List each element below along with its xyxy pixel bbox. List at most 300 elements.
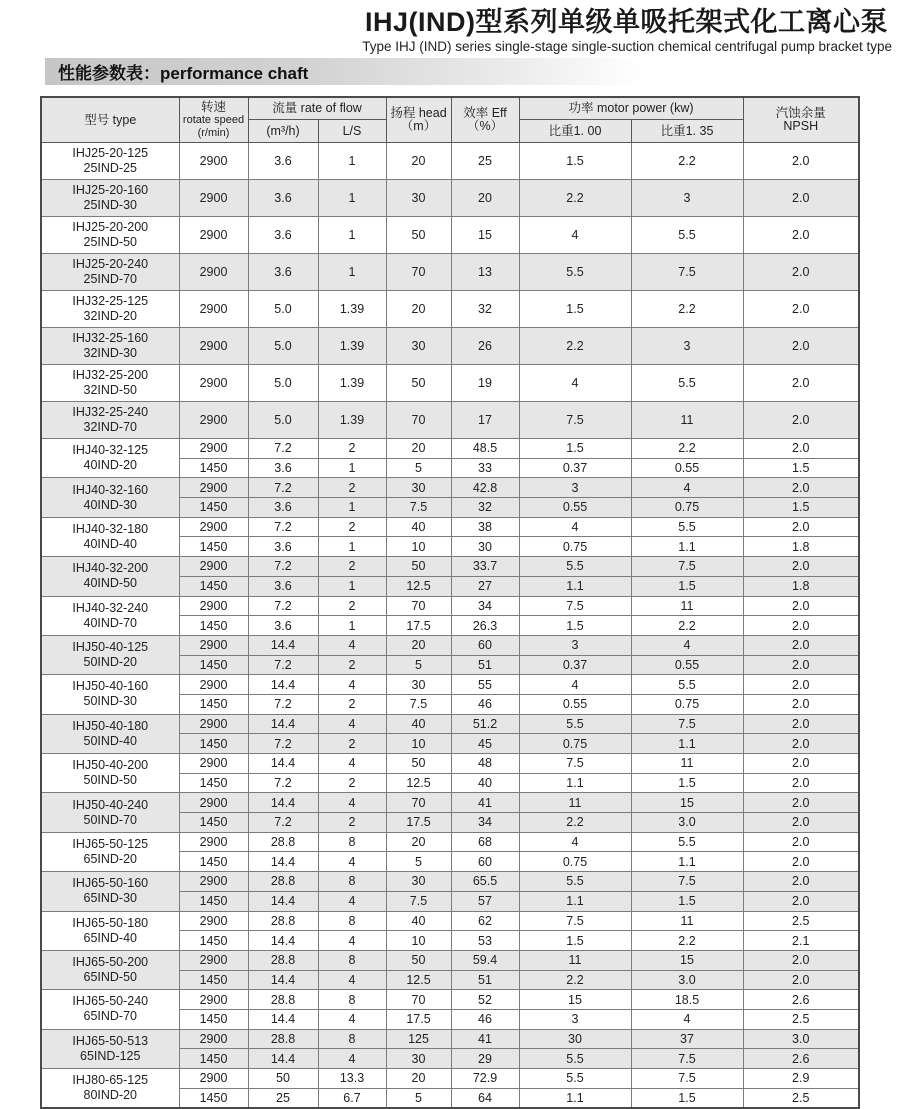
model-cell xyxy=(41,517,179,556)
cell-eff: 25 xyxy=(451,143,519,180)
cell-power-sg100: 2.2 xyxy=(519,813,631,833)
model-name: IHJ80-65-125 xyxy=(72,1073,149,1088)
cell-flow-ls: 2 xyxy=(318,694,386,714)
cell-head: 12.5 xyxy=(386,773,451,793)
cell-eff: 38 xyxy=(451,517,519,537)
col-header-flow: 流量 rate of flow xyxy=(248,97,386,120)
cell-flow-ls: 4 xyxy=(318,635,386,655)
cell-eff: 33 xyxy=(451,458,519,478)
cell-power-sg100: 0.75 xyxy=(519,852,631,872)
model-alt-name: 65IND-40 xyxy=(83,930,137,945)
cell-npsh: 2.5 xyxy=(743,1009,859,1029)
cell-flow-m3h: 50 xyxy=(248,1069,318,1089)
cell-power-sg135: 11 xyxy=(631,402,743,439)
cell-speed: 1450 xyxy=(179,1049,248,1069)
cell-npsh: 2.5 xyxy=(743,911,859,931)
model-alt-name: 50IND-50 xyxy=(83,773,137,788)
cell-head: 50 xyxy=(386,557,451,577)
cell-flow-ls: 4 xyxy=(318,931,386,951)
cell-power-sg135: 11 xyxy=(631,911,743,931)
model-alt-name: 50IND-40 xyxy=(83,733,137,748)
cell-speed: 1450 xyxy=(179,537,248,557)
cell-head: 20 xyxy=(386,291,451,328)
cell-power-sg135: 5.5 xyxy=(631,217,743,254)
cell-flow-m3h: 5.0 xyxy=(248,328,318,365)
cell-eff: 64 xyxy=(451,1088,519,1108)
cell-flow-ls: 4 xyxy=(318,714,386,734)
cell-flow-m3h: 3.6 xyxy=(248,537,318,557)
cell-power-sg135: 11 xyxy=(631,754,743,774)
cell-power-sg100: 0.55 xyxy=(519,498,631,518)
cell-npsh: 2.0 xyxy=(743,478,859,498)
cell-head: 10 xyxy=(386,931,451,951)
page-subtitle: Type IHJ (IND) series single-stage single-suction chemical centrifugal pump bracket type xyxy=(362,39,892,54)
model-name: IHJ25-20-240 xyxy=(72,257,149,271)
table-row xyxy=(41,328,859,365)
cell-npsh: 1.8 xyxy=(743,537,859,557)
cell-eff: 72.9 xyxy=(451,1069,519,1089)
model-alt-name: 32IND-70 xyxy=(83,420,137,434)
model-name: IHJ50-40-200 xyxy=(72,758,149,773)
cell-power-sg135: 2.2 xyxy=(631,931,743,951)
cell-power-sg100: 1.5 xyxy=(519,439,631,459)
table-row xyxy=(41,754,859,774)
model-alt-name: 25IND-70 xyxy=(83,272,137,286)
cell-eff: 34 xyxy=(451,596,519,616)
cell-power-sg135: 0.75 xyxy=(631,694,743,714)
cell-eff: 34 xyxy=(451,813,519,833)
col-header-power: 功率 motor power (kw) xyxy=(519,97,743,120)
cell-speed: 1450 xyxy=(179,498,248,518)
cell-flow-ls: 1 xyxy=(318,180,386,217)
col-header-eff-unit: （%） xyxy=(466,119,504,133)
cell-speed: 2900 xyxy=(179,596,248,616)
cell-power-sg135: 0.75 xyxy=(631,498,743,518)
cell-speed: 2900 xyxy=(179,793,248,813)
col-header-power-sg135: 比重1. 35 xyxy=(631,120,743,143)
cell-power-sg135: 3.0 xyxy=(631,813,743,833)
model-cell xyxy=(41,793,179,832)
cell-flow-ls: 2 xyxy=(318,813,386,833)
cell-power-sg135: 1.1 xyxy=(631,537,743,557)
cell-power-sg100: 7.5 xyxy=(519,754,631,774)
model-alt-name: 50IND-30 xyxy=(83,694,137,709)
cell-speed: 2900 xyxy=(179,217,248,254)
cell-head: 12.5 xyxy=(386,576,451,596)
cell-flow-m3h: 28.8 xyxy=(248,990,318,1010)
col-header-type: 型号 type xyxy=(41,97,179,143)
model-alt-name: 32IND-50 xyxy=(83,383,137,397)
model-alt-name: 65IND-30 xyxy=(83,891,137,906)
cell-power-sg100: 1.1 xyxy=(519,891,631,911)
cell-power-sg100: 15 xyxy=(519,990,631,1010)
model-name: IHJ32-25-240 xyxy=(72,405,149,419)
cell-eff: 29 xyxy=(451,1049,519,1069)
cell-power-sg135: 7.5 xyxy=(631,1049,743,1069)
cell-eff: 45 xyxy=(451,734,519,754)
model-alt-name: 65IND-70 xyxy=(83,1009,137,1024)
cell-eff: 60 xyxy=(451,635,519,655)
cell-flow-ls: 2 xyxy=(318,439,386,459)
cell-head: 125 xyxy=(386,1029,451,1049)
cell-npsh: 2.0 xyxy=(743,254,859,291)
cell-speed: 1450 xyxy=(179,931,248,951)
cell-speed: 1450 xyxy=(179,734,248,754)
cell-flow-ls: 4 xyxy=(318,891,386,911)
cell-eff: 68 xyxy=(451,832,519,852)
cell-power-sg100: 5.5 xyxy=(519,872,631,892)
cell-power-sg135: 5.5 xyxy=(631,365,743,402)
cell-power-sg100: 2.2 xyxy=(519,180,631,217)
cell-eff: 59.4 xyxy=(451,950,519,970)
model-name: IHJ25-20-125 xyxy=(72,146,149,160)
cell-power-sg100: 0.37 xyxy=(519,655,631,675)
cell-flow-m3h: 5.0 xyxy=(248,291,318,328)
table-row xyxy=(41,517,859,537)
cell-flow-ls: 4 xyxy=(318,754,386,774)
cell-speed: 2900 xyxy=(179,832,248,852)
cell-npsh: 2.9 xyxy=(743,1069,859,1089)
cell-flow-m3h: 14.4 xyxy=(248,931,318,951)
performance-table xyxy=(40,96,860,1109)
cell-speed: 2900 xyxy=(179,365,248,402)
cell-npsh: 2.0 xyxy=(743,793,859,813)
cell-head: 50 xyxy=(386,365,451,402)
cell-flow-m3h: 7.2 xyxy=(248,557,318,577)
cell-power-sg135: 7.5 xyxy=(631,714,743,734)
table-row xyxy=(41,143,859,180)
cell-power-sg135: 1.5 xyxy=(631,576,743,596)
cell-head: 40 xyxy=(386,517,451,537)
cell-speed: 1450 xyxy=(179,458,248,478)
cell-flow-ls: 8 xyxy=(318,990,386,1010)
cell-flow-m3h: 3.6 xyxy=(248,180,318,217)
table-row xyxy=(41,596,859,616)
cell-power-sg135: 0.55 xyxy=(631,458,743,478)
cell-speed: 2900 xyxy=(179,872,248,892)
cell-flow-ls: 2 xyxy=(318,655,386,675)
cell-npsh: 2.0 xyxy=(743,655,859,675)
cell-power-sg135: 7.5 xyxy=(631,254,743,291)
cell-eff: 62 xyxy=(451,911,519,931)
cell-flow-m3h: 14.4 xyxy=(248,714,318,734)
cell-speed: 1450 xyxy=(179,655,248,675)
cell-power-sg100: 0.75 xyxy=(519,537,631,557)
model-alt-name: 32IND-30 xyxy=(83,346,137,360)
cell-flow-ls: 1 xyxy=(318,498,386,518)
cell-power-sg135: 7.5 xyxy=(631,557,743,577)
cell-flow-m3h: 7.2 xyxy=(248,694,318,714)
cell-power-sg100: 1.5 xyxy=(519,931,631,951)
cell-eff: 48 xyxy=(451,754,519,774)
cell-flow-ls: 1 xyxy=(318,217,386,254)
cell-npsh: 2.6 xyxy=(743,990,859,1010)
cell-power-sg100: 1.1 xyxy=(519,1088,631,1108)
model-alt-name: 65IND-125 xyxy=(80,1048,141,1063)
cell-speed: 2900 xyxy=(179,180,248,217)
cell-head: 17.5 xyxy=(386,813,451,833)
cell-flow-m3h: 3.6 xyxy=(248,576,318,596)
cell-head: 50 xyxy=(386,754,451,774)
cell-flow-ls: 8 xyxy=(318,832,386,852)
cell-speed: 1450 xyxy=(179,773,248,793)
model-name: IHJ32-25-200 xyxy=(72,368,149,382)
cell-power-sg135: 18.5 xyxy=(631,990,743,1010)
cell-head: 70 xyxy=(386,254,451,291)
model-name: IHJ65-50-200 xyxy=(72,955,149,970)
cell-npsh: 2.0 xyxy=(743,773,859,793)
cell-npsh: 2.0 xyxy=(743,872,859,892)
cell-power-sg100: 2.2 xyxy=(519,970,631,990)
model-name: IHJ65-50-513 xyxy=(72,1033,149,1048)
cell-npsh: 2.0 xyxy=(743,517,859,537)
cell-flow-m3h: 14.4 xyxy=(248,754,318,774)
cell-flow-ls: 1 xyxy=(318,458,386,478)
cell-power-sg135: 15 xyxy=(631,793,743,813)
cell-power-sg100: 30 xyxy=(519,1029,631,1049)
cell-flow-m3h: 7.2 xyxy=(248,813,318,833)
col-header-head xyxy=(386,97,451,143)
model-name: IHJ40-32-125 xyxy=(72,443,149,458)
table-row xyxy=(41,950,859,970)
cell-eff: 42.8 xyxy=(451,478,519,498)
cell-head: 17.5 xyxy=(386,1009,451,1029)
cell-flow-m3h: 14.4 xyxy=(248,970,318,990)
cell-power-sg100: 7.5 xyxy=(519,596,631,616)
model-name: IHJ50-40-240 xyxy=(72,797,149,812)
cell-power-sg135: 3 xyxy=(631,328,743,365)
cell-flow-m3h: 7.2 xyxy=(248,517,318,537)
cell-head: 17.5 xyxy=(386,616,451,636)
cell-speed: 2900 xyxy=(179,517,248,537)
cell-flow-ls: 2 xyxy=(318,773,386,793)
section-header-bar xyxy=(45,58,643,85)
cell-flow-ls: 4 xyxy=(318,793,386,813)
cell-flow-ls: 2 xyxy=(318,517,386,537)
cell-flow-m3h: 14.4 xyxy=(248,675,318,695)
model-cell xyxy=(41,328,179,365)
model-cell xyxy=(41,478,179,517)
cell-flow-ls: 8 xyxy=(318,911,386,931)
cell-eff: 65.5 xyxy=(451,872,519,892)
cell-power-sg135: 1.5 xyxy=(631,891,743,911)
cell-head: 50 xyxy=(386,950,451,970)
cell-head: 70 xyxy=(386,990,451,1010)
cell-npsh: 2.0 xyxy=(743,365,859,402)
cell-eff: 41 xyxy=(451,793,519,813)
model-alt-name: 25IND-30 xyxy=(83,198,137,212)
cell-head: 30 xyxy=(386,180,451,217)
cell-npsh: 2.0 xyxy=(743,616,859,636)
cell-npsh: 2.0 xyxy=(743,439,859,459)
table-row xyxy=(41,557,859,577)
cell-power-sg135: 1.1 xyxy=(631,734,743,754)
model-cell xyxy=(41,872,179,911)
cell-power-sg135: 1.1 xyxy=(631,852,743,872)
cell-npsh: 2.0 xyxy=(743,402,859,439)
cell-eff: 51 xyxy=(451,970,519,990)
model-alt-name: 40IND-30 xyxy=(83,497,137,512)
cell-speed: 2900 xyxy=(179,254,248,291)
model-name: IHJ65-50-240 xyxy=(72,994,149,1009)
cell-power-sg135: 0.55 xyxy=(631,655,743,675)
cell-power-sg135: 3 xyxy=(631,180,743,217)
cell-power-sg135: 2.2 xyxy=(631,143,743,180)
cell-flow-m3h: 14.4 xyxy=(248,852,318,872)
cell-npsh: 3.0 xyxy=(743,1029,859,1049)
model-name: IHJ25-20-160 xyxy=(72,183,149,197)
model-cell xyxy=(41,291,179,328)
cell-head: 20 xyxy=(386,439,451,459)
cell-flow-m3h: 28.8 xyxy=(248,950,318,970)
cell-npsh: 2.6 xyxy=(743,1049,859,1069)
model-cell xyxy=(41,754,179,793)
model-alt-name: 25IND-50 xyxy=(83,235,137,249)
cell-speed: 2900 xyxy=(179,402,248,439)
cell-head: 70 xyxy=(386,402,451,439)
cell-flow-ls: 1 xyxy=(318,576,386,596)
cell-power-sg135: 2.2 xyxy=(631,291,743,328)
col-header-flow-ls: L/S xyxy=(318,120,386,143)
cell-power-sg100: 0.37 xyxy=(519,458,631,478)
cell-speed: 2900 xyxy=(179,911,248,931)
table-row xyxy=(41,439,859,459)
cell-power-sg135: 5.5 xyxy=(631,675,743,695)
table-row xyxy=(41,180,859,217)
cell-speed: 1450 xyxy=(179,891,248,911)
model-alt-name: 65IND-20 xyxy=(83,851,137,866)
cell-eff: 17 xyxy=(451,402,519,439)
cell-flow-ls: 4 xyxy=(318,1049,386,1069)
cell-speed: 2900 xyxy=(179,478,248,498)
cell-power-sg100: 5.5 xyxy=(519,1069,631,1089)
cell-speed: 2900 xyxy=(179,754,248,774)
cell-power-sg100: 3 xyxy=(519,635,631,655)
cell-head: 10 xyxy=(386,734,451,754)
cell-head: 10 xyxy=(386,537,451,557)
cell-power-sg135: 5.5 xyxy=(631,517,743,537)
model-alt-name: 40IND-50 xyxy=(83,576,137,591)
cell-npsh: 2.0 xyxy=(743,813,859,833)
col-header-speed-unit: (r/min) xyxy=(197,126,230,139)
cell-flow-ls: 2 xyxy=(318,478,386,498)
cell-flow-m3h: 5.0 xyxy=(248,365,318,402)
cell-head: 30 xyxy=(386,478,451,498)
cell-npsh: 2.0 xyxy=(743,675,859,695)
cell-speed: 2900 xyxy=(179,635,248,655)
cell-flow-m3h: 5.0 xyxy=(248,402,318,439)
cell-eff: 32 xyxy=(451,498,519,518)
col-header-eff xyxy=(451,97,519,143)
cell-flow-m3h: 14.4 xyxy=(248,891,318,911)
cell-head: 30 xyxy=(386,872,451,892)
table-row xyxy=(41,365,859,402)
cell-head: 30 xyxy=(386,1049,451,1069)
cell-eff: 27 xyxy=(451,576,519,596)
cell-power-sg135: 2.2 xyxy=(631,616,743,636)
table-row xyxy=(41,402,859,439)
cell-speed: 2900 xyxy=(179,328,248,365)
cell-speed: 2900 xyxy=(179,990,248,1010)
model-alt-name: 32IND-20 xyxy=(83,309,137,323)
cell-eff: 26 xyxy=(451,328,519,365)
cell-flow-ls: 1 xyxy=(318,254,386,291)
cell-speed: 2900 xyxy=(179,557,248,577)
cell-speed: 2900 xyxy=(179,1069,248,1089)
cell-flow-ls: 8 xyxy=(318,950,386,970)
cell-flow-ls: 1.39 xyxy=(318,291,386,328)
cell-head: 5 xyxy=(386,458,451,478)
cell-flow-m3h: 14.4 xyxy=(248,1009,318,1029)
cell-power-sg100: 4 xyxy=(519,832,631,852)
cell-eff: 41 xyxy=(451,1029,519,1049)
table-row xyxy=(41,911,859,931)
model-cell xyxy=(41,635,179,674)
cell-power-sg100: 5.5 xyxy=(519,254,631,291)
cell-npsh: 2.0 xyxy=(743,291,859,328)
col-header-speed-cn: 转速 xyxy=(200,99,226,114)
cell-eff: 52 xyxy=(451,990,519,1010)
cell-flow-m3h: 3.6 xyxy=(248,616,318,636)
cell-npsh: 2.0 xyxy=(743,891,859,911)
model-cell xyxy=(41,180,179,217)
cell-npsh: 2.0 xyxy=(743,694,859,714)
cell-head: 5 xyxy=(386,852,451,872)
cell-eff: 19 xyxy=(451,365,519,402)
cell-head: 50 xyxy=(386,217,451,254)
model-alt-name: 50IND-20 xyxy=(83,655,137,670)
col-header-npsh-en: NPSH xyxy=(783,119,819,133)
cell-eff: 30 xyxy=(451,537,519,557)
cell-flow-m3h: 28.8 xyxy=(248,832,318,852)
table-row xyxy=(41,714,859,734)
table-row xyxy=(41,793,859,813)
cell-speed: 1450 xyxy=(179,576,248,596)
model-cell xyxy=(41,1029,179,1068)
cell-power-sg100: 1.1 xyxy=(519,576,631,596)
cell-power-sg100: 5.5 xyxy=(519,557,631,577)
cell-power-sg135: 7.5 xyxy=(631,872,743,892)
cell-power-sg100: 0.75 xyxy=(519,734,631,754)
cell-speed: 1450 xyxy=(179,970,248,990)
cell-flow-m3h: 3.6 xyxy=(248,217,318,254)
cell-flow-ls: 8 xyxy=(318,872,386,892)
cell-power-sg100: 11 xyxy=(519,950,631,970)
model-name: IHJ32-25-160 xyxy=(72,331,149,345)
cell-npsh: 2.1 xyxy=(743,931,859,951)
cell-npsh: 2.0 xyxy=(743,970,859,990)
cell-power-sg100: 1.5 xyxy=(519,143,631,180)
model-name: IHJ25-20-200 xyxy=(72,220,149,234)
model-cell xyxy=(41,217,179,254)
cell-power-sg135: 2.2 xyxy=(631,439,743,459)
cell-head: 20 xyxy=(386,832,451,852)
cell-head: 70 xyxy=(386,596,451,616)
cell-eff: 48.5 xyxy=(451,439,519,459)
cell-npsh: 2.0 xyxy=(743,180,859,217)
cell-npsh: 2.0 xyxy=(743,852,859,872)
cell-power-sg135: 5.5 xyxy=(631,832,743,852)
model-name: IHJ65-50-180 xyxy=(72,915,149,930)
cell-power-sg100: 4 xyxy=(519,517,631,537)
cell-flow-ls: 2 xyxy=(318,557,386,577)
model-cell xyxy=(41,911,179,950)
cell-flow-ls: 2 xyxy=(318,734,386,754)
cell-eff: 55 xyxy=(451,675,519,695)
cell-flow-ls: 4 xyxy=(318,852,386,872)
table-row xyxy=(41,217,859,254)
cell-npsh: 2.0 xyxy=(743,950,859,970)
